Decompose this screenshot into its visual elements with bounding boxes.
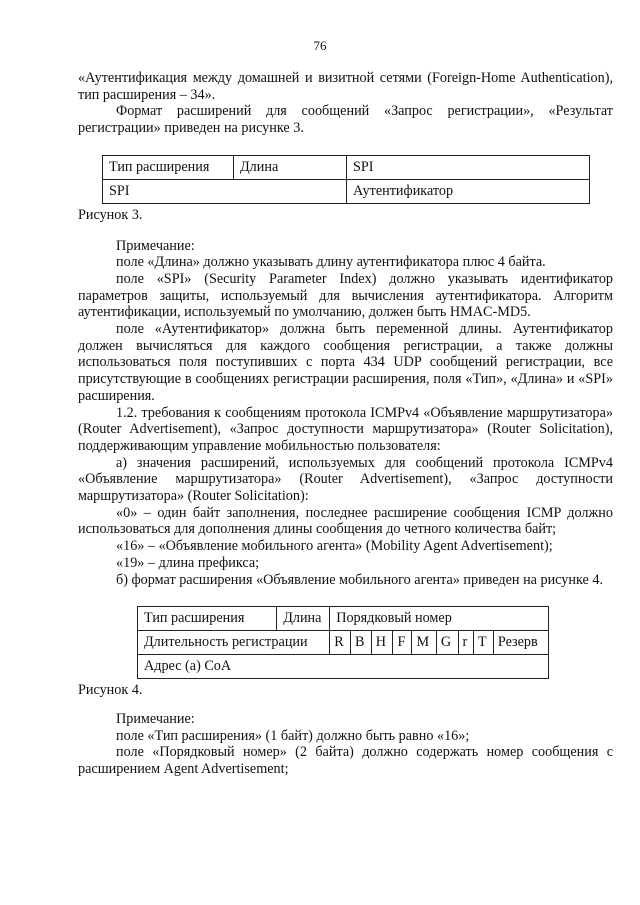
figure-3-caption: Рисунок 3.	[78, 206, 143, 223]
page-number: 76	[313, 38, 327, 53]
table-cell: G	[436, 631, 458, 655]
paragraph: а) значения расширений, используемых для сообщений протокола ICMPv4 «Объявление маршрутизатора» (Router Advertisement), «Запрос доступности маршрутизатора» (Router Solicitation):	[78, 454, 613, 505]
paragraph: «19» – длина префикса;	[116, 554, 260, 571]
paragraph: б) формат расширения «Объявление мобильного агента» приведен на рисунке 4.	[116, 571, 604, 588]
table-cell: R	[330, 631, 351, 655]
table-cell: T	[473, 631, 493, 655]
table-cell: H	[371, 631, 393, 655]
note-title: Примечание:	[116, 237, 195, 254]
table-cell: M	[412, 631, 436, 655]
paragraph: поле «Порядковый номер» (2 байта) должно содержать номер сообщения с расширением Agent Advertisement;	[78, 744, 613, 778]
figure-3-table	[102, 155, 590, 204]
table-cell: Длина	[277, 607, 330, 631]
table-cell: SPI	[103, 179, 347, 203]
table-cell: Аутентификатор	[347, 179, 590, 203]
table-cell: SPI	[347, 155, 590, 179]
paragraph: «0» – один байт заполнения, последнее расширение сообщения ICMP должно использоваться для дополнения длины сообщения до четного количества байт;	[78, 504, 613, 538]
table-cell: Длительность регистрации	[138, 631, 330, 655]
table-cell: Длина	[234, 155, 347, 179]
table-cell: F	[393, 631, 412, 655]
paragraph: Формат расширений для сообщений «Запрос регистрации», «Результат регистрации» приведен на рисунке 3.	[78, 103, 613, 137]
table-cell: r	[458, 631, 473, 655]
table-cell: Резерв	[493, 631, 548, 655]
paragraph: поле «SPI» (Security Parameter Index) должно указывать идентификатор параметров защиты, используемый для вычисления аутентификатора. Алгоритм аутентификации, используемый по умолчанию, должен быть HMAC-MD5.	[78, 270, 613, 321]
paragraph: поле «Длина» должно указывать длину аутентификатора плюс 4 байта.	[116, 254, 546, 271]
note-title: Примечание:	[116, 710, 195, 727]
table-cell: Адрес (а) CoA	[138, 655, 549, 679]
paragraph: поле «Тип расширения» (1 байт) должно быть равно «16»;	[116, 727, 470, 744]
paragraph: 1.2. требования к сообщениям протокола ICMPv4 «Объявление маршрутизатора» (Router Advertisement), «Запрос доступности маршрутизатора» (Router Solicitation), поддерживающим управление мобильностью пользователя:	[78, 404, 613, 454]
table-cell: Тип расширения	[103, 155, 234, 179]
paragraph: поле «Аутентификатор» должна быть переменной длины. Аутентификатор должен вычисляться для каждого сообщения регистрации, а также должны использоваться поля поступивших с порта 434 UDP сообщений регистрации, все присутствующие в сообщениях регистрации расширения, поля «Тип», «Длина» и «SPI» расширения.	[78, 321, 613, 404]
paragraph: «16» – «Объявление мобильного агента» (Mobility Agent Advertisement);	[116, 538, 553, 555]
table-cell: Тип расширения	[138, 607, 277, 631]
paragraph: «Аутентификация между домашней и визитной сетями (Foreign-Home Authentication), тип расширения – 34».	[78, 70, 613, 103]
figure-4-table	[137, 606, 549, 679]
document-body	[78, 70, 613, 778]
table-cell: Порядковый номер	[330, 607, 549, 631]
table-cell: B	[351, 631, 372, 655]
figure-4-caption: Рисунок 4.	[78, 682, 143, 699]
